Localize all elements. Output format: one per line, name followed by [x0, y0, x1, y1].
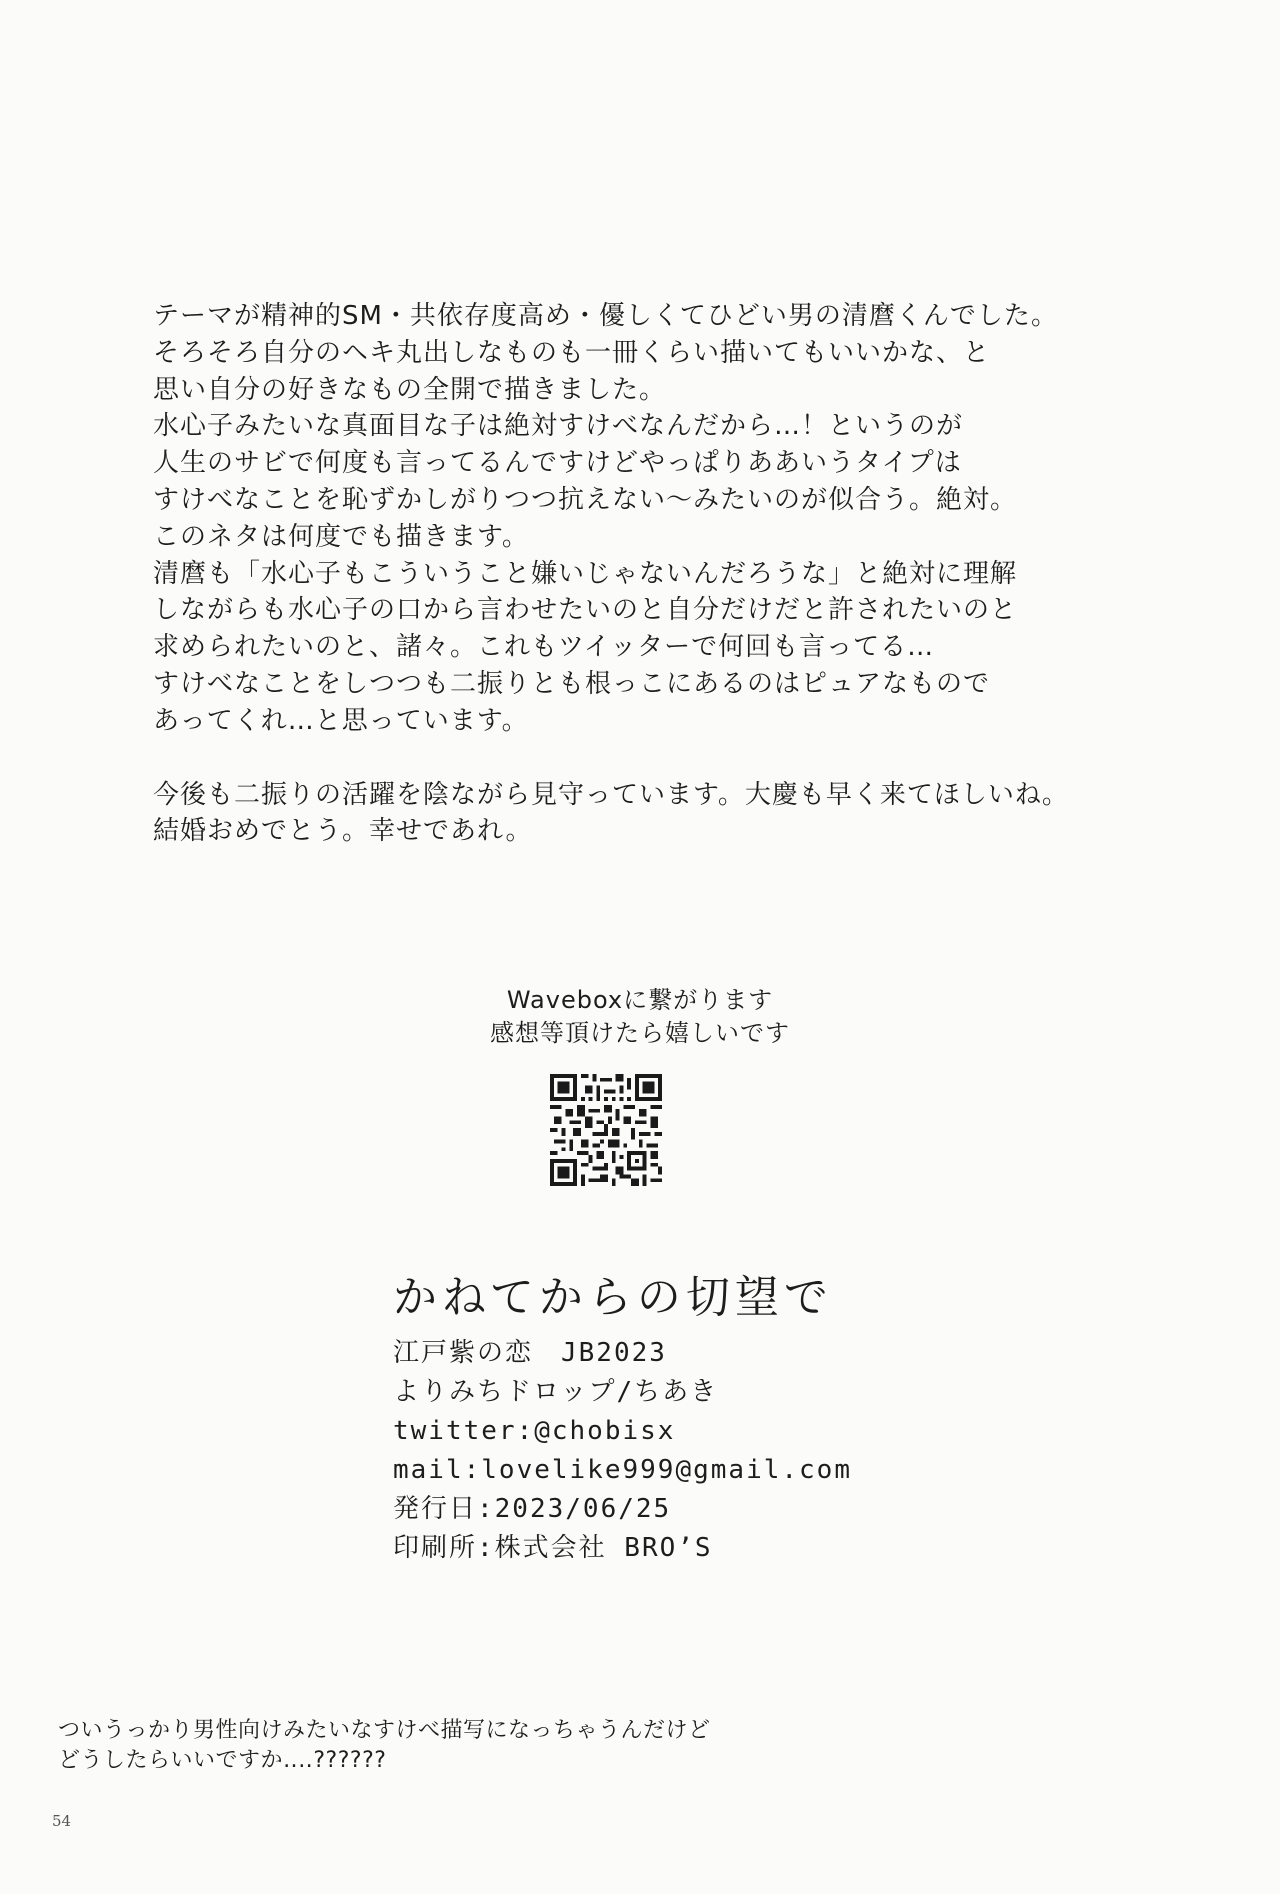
afterword-line: テーマが精神的SM・共依存度高め・優しくてひどい男の清麿くんでした。	[153, 301, 1058, 331]
page-number: 54	[52, 1812, 72, 1830]
publish-date: 発行日:2023/06/25	[393, 1494, 672, 1524]
wavebox-notice	[0, 984, 1280, 1050]
qr-code-icon[interactable]	[550, 1074, 662, 1186]
closing-line: 結婚おめでとう。幸せであれ。	[153, 816, 533, 847]
paragraph-gap	[153, 740, 1153, 777]
wavebox-link-text: Waveboxに繋がります	[506, 986, 774, 1014]
afterword-line: そろそろ自分のヘキ丸出しなものも一冊くらい描いてもいいかな、と	[153, 337, 991, 368]
afterword-line: 思い自分の好きなもの全開で描きました。	[153, 374, 667, 405]
email-address: mail:lovelike999@gmail.com	[393, 1455, 852, 1485]
footnote-line: どうしたらいいですか‥‥??????	[58, 1748, 387, 1773]
afterword-line: 人生のサビで何度も言ってるんですけどやっぱりああいうタイプは	[153, 448, 962, 479]
afterword-line: すけべなことを恥ずかしがりつつ抗えない〜みたいのが似合う。絶対。	[153, 484, 1018, 515]
feedback-request-text: 感想等頂けたら嬉しいです	[490, 1019, 790, 1047]
afterword-text	[153, 298, 1153, 850]
colophon	[393, 1270, 1013, 1568]
afterword-line: 清麿も「水心子もこういうこと嫌いじゃないんだろうな」と絶対に理解	[153, 558, 1018, 589]
circle-author: よりみちドロップ/ちあき	[393, 1377, 719, 1407]
afterword-line: 水心子みたいな真面目な子は絶対すけべなんだから…！というのが	[153, 411, 964, 442]
afterword-line: しながらも水心子の口から言わせたいのと自分だけだと許されたいのと	[153, 595, 1018, 626]
afterword-line: あってくれ…と思っています。	[153, 705, 529, 736]
book-title: かねてからの切望で	[393, 1272, 833, 1323]
printer-name: 印刷所:株式会社 BRO’S	[393, 1533, 713, 1563]
event-name: 江戸紫の恋 JB2023	[393, 1338, 667, 1368]
closing-line: 今後も二振りの活躍を陰ながら見守っています。大慶も早く来てほしいね。	[153, 779, 1069, 810]
twitter-handle: twitter:@chobisx	[393, 1416, 676, 1446]
afterword-line: このネタは何度でも描きます。	[153, 521, 529, 552]
footnote-line: ついうっかり男性向けみたいなすけべ描写になっちゃうんだけど	[58, 1718, 711, 1743]
footnote	[58, 1716, 711, 1776]
afterword-line: 求められたいのと、諸々。これもツイッターで何回も言ってる…	[153, 632, 935, 663]
afterword-line: すけべなことをしつつも二振りとも根っこにあるのはピュアなもので	[153, 668, 991, 699]
